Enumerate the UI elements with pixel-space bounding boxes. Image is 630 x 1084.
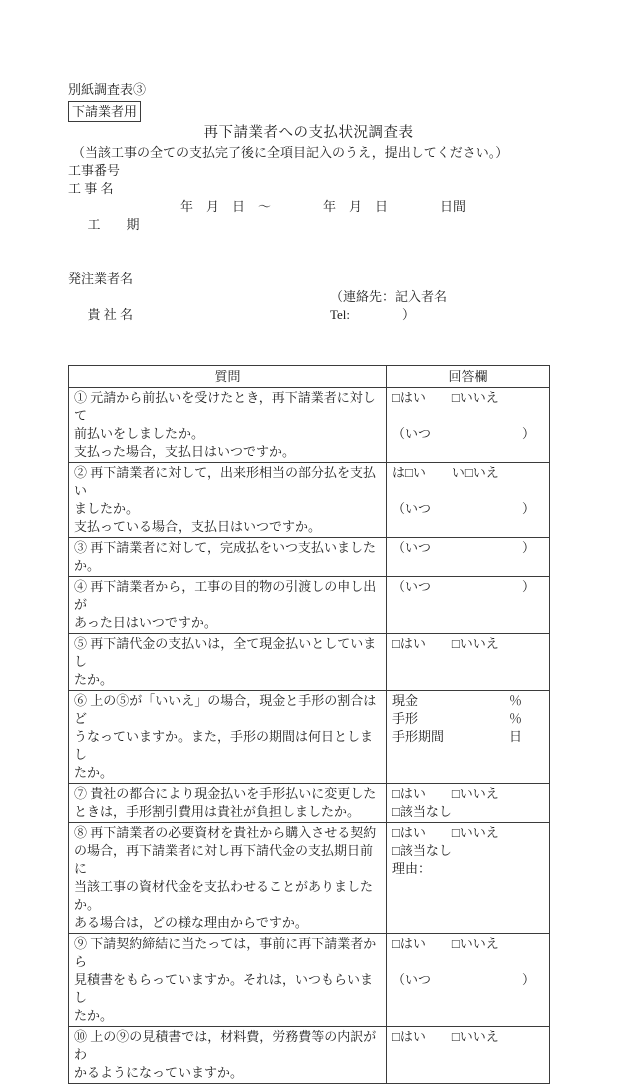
answer-cell <box>387 463 550 538</box>
question-cell <box>69 538 387 577</box>
question-cell <box>69 463 387 538</box>
question-line: の場合，再下請業者に対し再下請代金の支払期日前に <box>74 843 374 876</box>
answer-line <box>392 482 544 500</box>
question-line: ⑦ 貴社の都合により現金払いを手形払いに変更した <box>74 786 377 801</box>
question-line: ⑧ 再下請業者の必要資材を貴社から購入させる契約 <box>74 825 377 840</box>
table-row-5 <box>69 634 550 691</box>
question-line: 当該工事の資材代金を支払わせることがありました <box>74 879 374 894</box>
table-row-9 <box>69 934 550 1027</box>
answer-line: 理由： <box>392 861 432 876</box>
table-row-4 <box>69 577 550 634</box>
answer-line: （いつ ） <box>392 426 536 441</box>
question-line: ⑨ 下請契約締結に当たっては，事前に再下請業者から <box>74 936 377 969</box>
answer-line <box>392 953 544 971</box>
sheet-label: 別紙調査表③ <box>68 82 147 97</box>
field-orderer: 発注業者名 <box>68 271 134 286</box>
question-line: ② 再下請業者に対して，出来形相当の部分払を支払い <box>74 465 376 498</box>
question-line: たか。 <box>74 1008 114 1023</box>
table-row-7 <box>69 784 550 823</box>
question-line: ⑤ 再下請代金の支払いは，全て現金払いとしていまし <box>74 636 377 669</box>
answer-line: □はい □いいえ <box>392 636 499 651</box>
answer-cell <box>387 784 550 823</box>
period-value: 年 月 日 ～ 年 月 日 日間 <box>180 199 467 214</box>
question-cell <box>69 1027 387 1084</box>
question-cell <box>69 634 387 691</box>
table-row-8 <box>69 823 550 934</box>
answer-line: □はい □いいえ <box>392 390 499 405</box>
answer-line: 手形 ％ <box>392 711 523 726</box>
table-header-row <box>69 366 550 388</box>
question-line: か。 <box>74 897 101 912</box>
answer-cell <box>387 634 550 691</box>
question-cell <box>69 691 387 784</box>
field-company <box>68 288 549 360</box>
contact-info: （連絡先：記入者名 Tel: ） <box>330 289 500 322</box>
question-column-header: 質問 <box>69 366 387 388</box>
question-line: 見積書をもらっていますか。それは，いつもらいまし <box>74 972 374 1005</box>
answer-line: □該当なし <box>392 804 452 819</box>
answer-line: （いつ ） <box>392 972 536 987</box>
question-line: 前払いをしましたか。 <box>74 426 205 441</box>
question-line: かるようになっていますか。 <box>74 1065 244 1080</box>
audience-box: 下請業者用 <box>68 101 141 122</box>
question-cell <box>69 934 387 1027</box>
answer-line: 手形期間 日 <box>392 729 523 744</box>
question-line: ③ 再下請業者に対して，完成払をいつ支払いました <box>74 540 376 555</box>
field-construction-no: 工事番号 <box>68 163 121 178</box>
answer-cell <box>387 577 550 634</box>
question-line: ④ 再下請業者から，工事の目的物の引渡しの申し出が <box>74 579 377 612</box>
audience-box-row <box>68 99 549 122</box>
question-cell <box>69 784 387 823</box>
answer-line: （いつ ） <box>392 540 536 555</box>
answer-line: □該当なし <box>392 843 452 858</box>
question-line: 支払った場合，支払日はいつですか。 <box>74 444 296 459</box>
instruction-note: （当該工事の全ての支払完了後に全項目記入のうえ，提出してください。） <box>72 145 509 160</box>
company-label: 貴 社 名 <box>87 307 134 322</box>
answer-line: □はい □いいえ <box>392 936 499 951</box>
answer-line: 現金 ％ <box>392 693 523 708</box>
question-line: うなっていますか。また，手形の期間は何日としまし <box>74 729 374 762</box>
question-line: ある場合は，どの様な理由からですか。 <box>74 915 308 930</box>
answer-cell <box>387 691 550 784</box>
table-row-2 <box>69 463 550 538</box>
answer-line: （いつ ） <box>392 501 536 516</box>
answer-line <box>392 407 544 425</box>
answer-cell <box>387 934 550 1027</box>
question-line: ましたか。 <box>74 501 140 516</box>
question-line: ときは，手形割引費用は貴社が負担しましたか。 <box>74 804 361 819</box>
answer-cell <box>387 388 550 463</box>
table-row-1 <box>69 388 550 463</box>
answer-line: □はい □いいえ <box>392 825 499 840</box>
question-line: ① 元請から前払いを受けたとき，再下請業者に対して <box>74 390 376 423</box>
question-cell <box>69 823 387 934</box>
question-line: 支払っている場合，支払日はいつですか。 <box>74 519 322 534</box>
field-construction-name: 工 事 名 <box>68 181 114 196</box>
question-cell <box>69 577 387 634</box>
answer-line: □はい □いいえ <box>392 1029 499 1044</box>
document-content <box>68 80 549 1084</box>
question-line: あった日はいつですか。 <box>74 615 217 630</box>
period-label: 工 期 <box>87 217 140 232</box>
question-line: たか。 <box>74 765 114 780</box>
table-row-6 <box>69 691 550 784</box>
question-cell <box>69 388 387 463</box>
answer-line: □はい □いいえ <box>392 786 499 801</box>
page-title: 再下請業者への支払状況調査表 <box>203 125 414 141</box>
table-row-3 <box>69 538 550 577</box>
question-line: ⑩ 上の⑨の見積書では，材料費，労務費等の内訳がわ <box>74 1029 377 1062</box>
answer-cell <box>387 823 550 934</box>
question-line: か。 <box>74 558 101 573</box>
table-row-10 <box>69 1027 550 1084</box>
survey-table <box>68 365 550 1084</box>
question-line: たか。 <box>74 672 114 687</box>
field-period <box>68 198 549 270</box>
answer-line: は□い い□いえ <box>392 465 499 480</box>
answer-cell <box>387 1027 550 1084</box>
question-line: ⑥ 上の⑤が「いいえ」の場合，現金と手形の割合はど <box>74 693 377 726</box>
answer-line: （いつ ） <box>392 579 536 594</box>
answer-column-header: 回答欄 <box>387 366 550 388</box>
answer-cell <box>387 538 550 577</box>
